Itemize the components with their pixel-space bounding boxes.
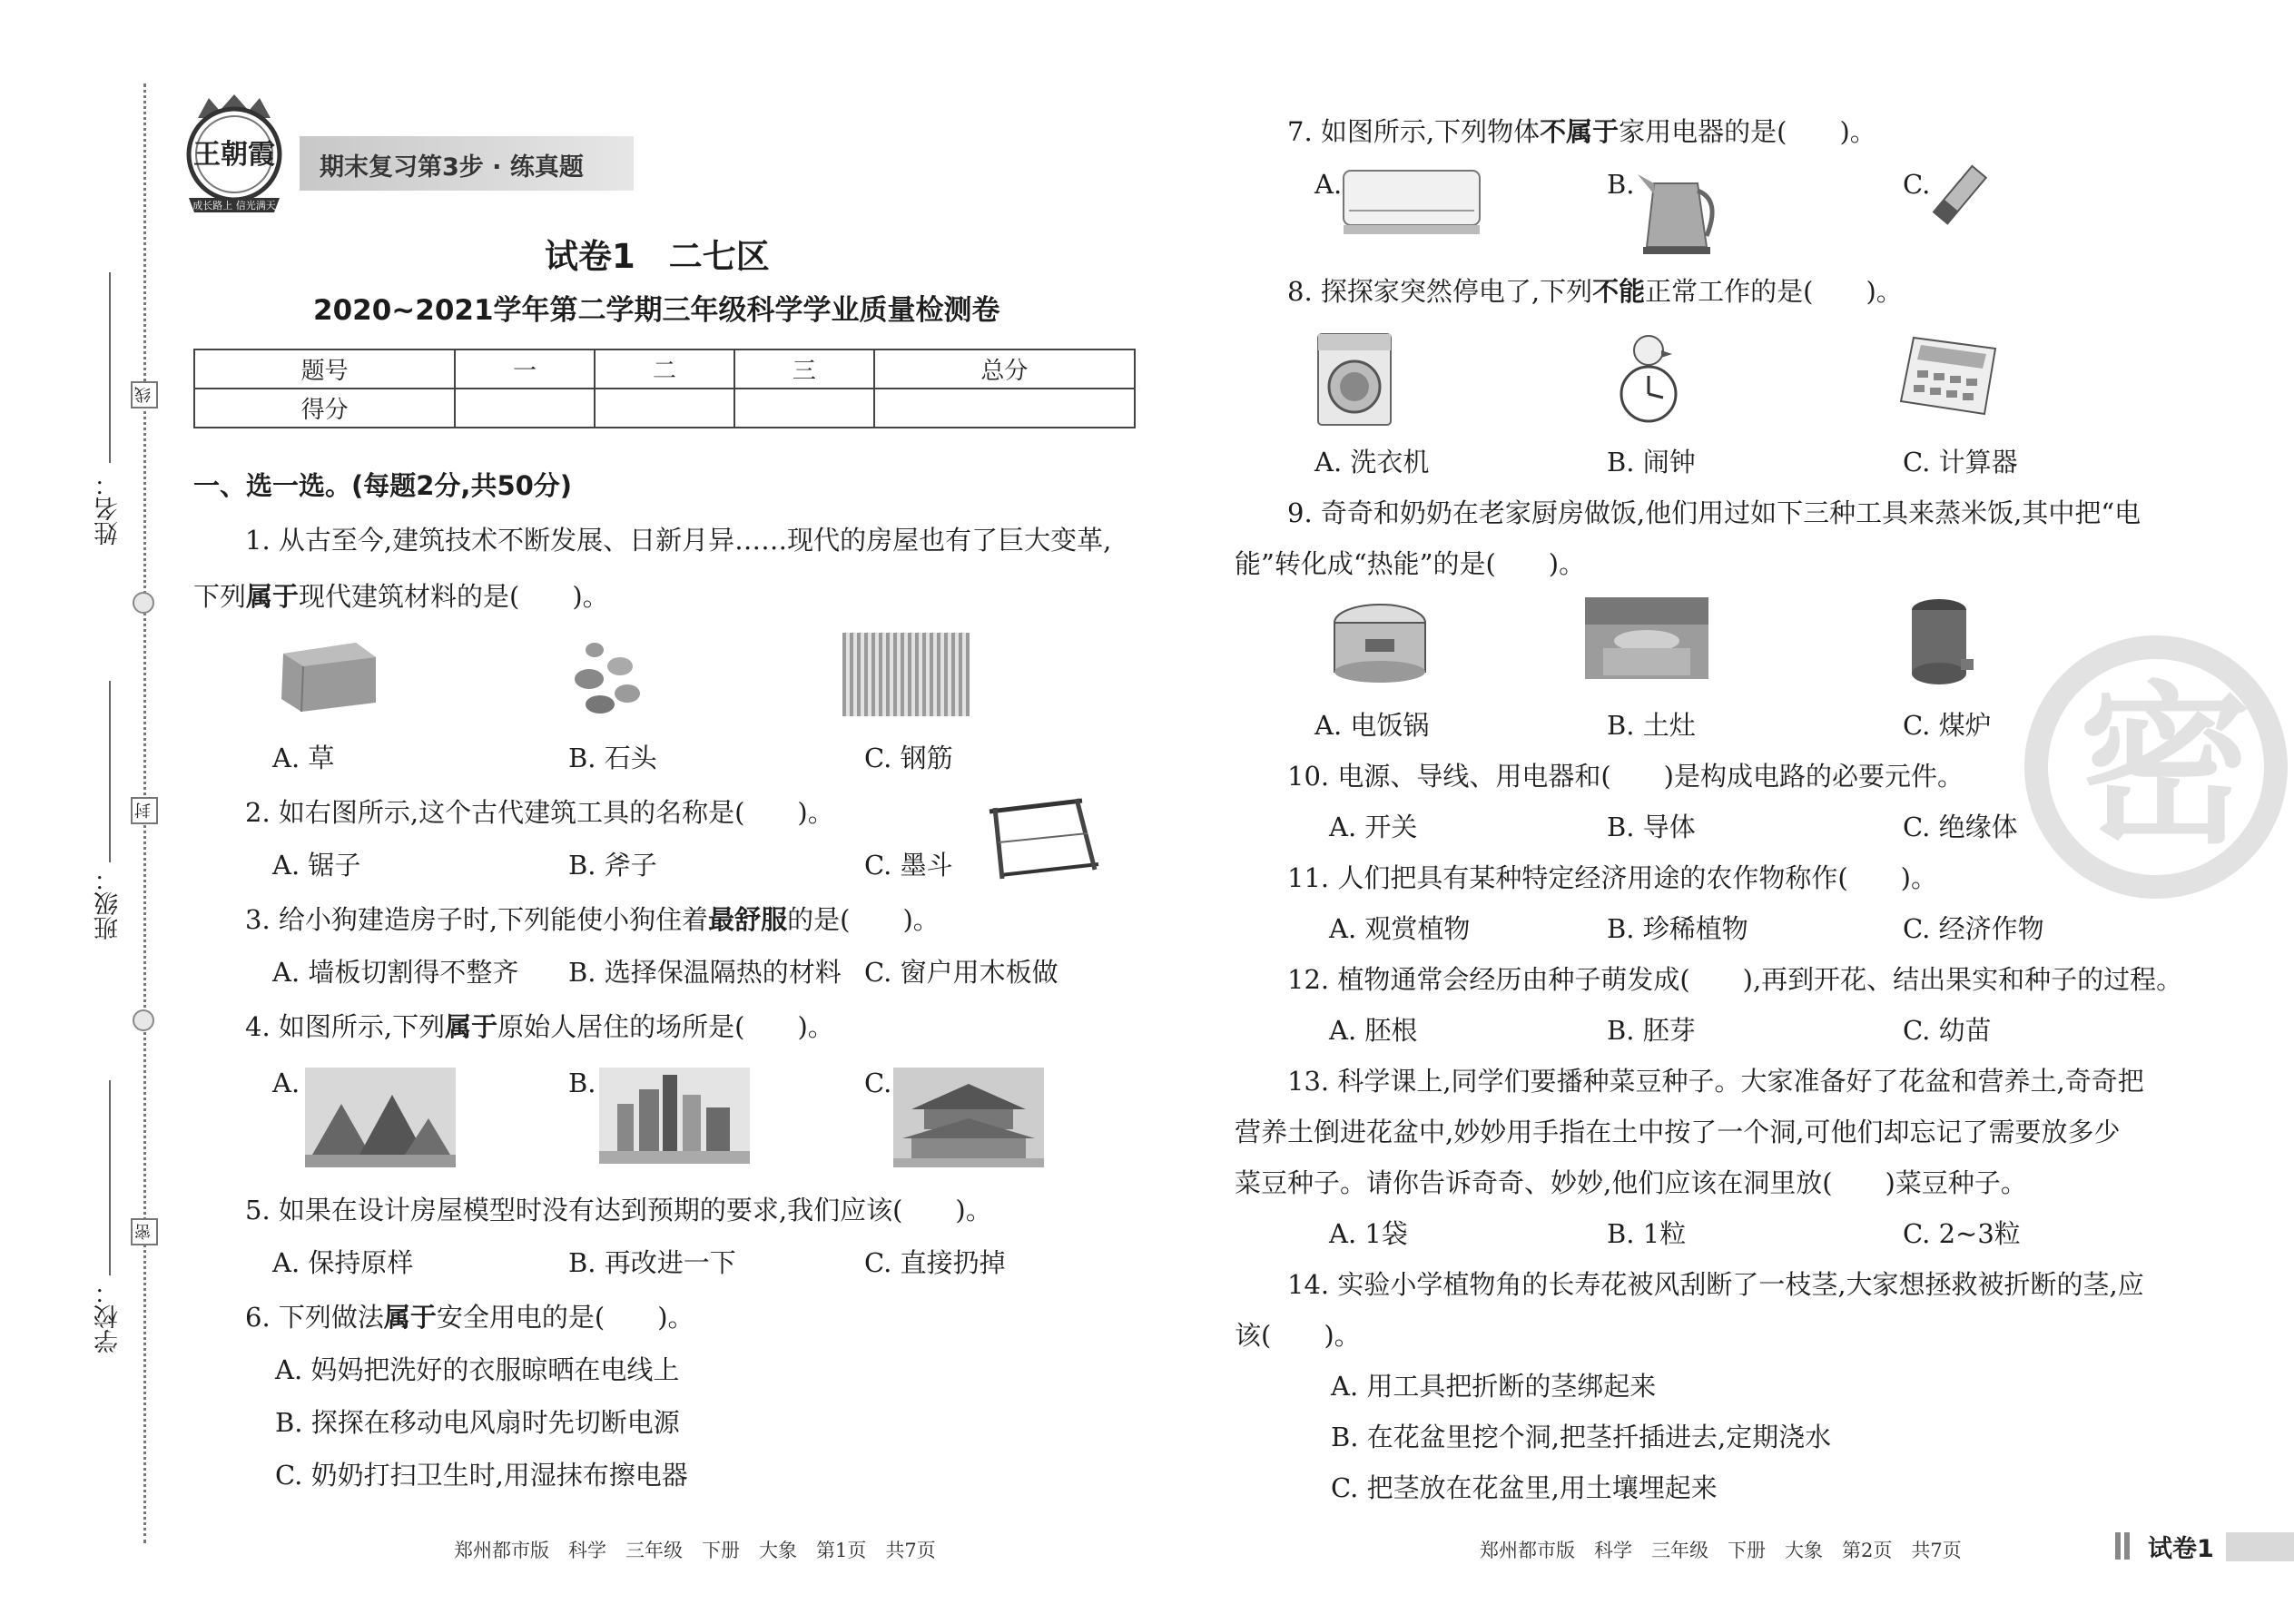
section-title: 一、选一选。(每题2分,共50分) (193, 470, 573, 501)
footer-tab-label: 试卷1 (2148, 1535, 2214, 1563)
q1-post: 现代建筑材料的是( )。 (299, 581, 609, 612)
class-label: 班级： (94, 867, 123, 940)
q13-line1: 13. 科学课上,同学们要播种菜豆种子。大家准备好了花盆和营养土,奇奇把 (1287, 1066, 2144, 1097)
seal-char-mi: 密 (131, 1218, 158, 1245)
q2-option-a[interactable]: A. 锯子 (272, 850, 361, 881)
q13-option-a[interactable]: A. 1袋 (1329, 1218, 1408, 1249)
class-blank[interactable] (109, 681, 111, 862)
q8-pre: 8. 探探家突然停电了,下列 (1287, 276, 1593, 307)
q12-option-a[interactable]: A. 胚根 (1329, 1015, 1418, 1046)
q1-option-b[interactable]: B. 石头 (568, 743, 657, 773)
score-cell[interactable] (595, 389, 734, 428)
q4-option-b[interactable]: B. (568, 1068, 596, 1098)
q4-post: 原始人居住的场所是( )。 (497, 1011, 834, 1042)
school-label: 学校： (94, 1280, 123, 1353)
q3-post: 的是( )。 (787, 904, 940, 935)
q9-line1: 9. 奇奇和奶奶在老家厨房做饭,他们用过如下三种工具来蒸米饭,其中把“电 (1287, 497, 2141, 528)
paper-title: 试卷1 二七区 (545, 237, 770, 276)
q6-option-c[interactable]: C. 奶奶打扫卫生时,用湿抹布擦电器 (275, 1460, 688, 1491)
q1-bold: 属于 (246, 581, 300, 612)
q9-option-c[interactable]: C. 煤炉 (1903, 710, 1992, 741)
q7 (1287, 116, 1876, 147)
saw-image (980, 795, 1108, 882)
q3-option-a[interactable]: A. 墙板切割得不整齐 (272, 957, 519, 988)
score-cell[interactable] (455, 389, 595, 428)
q7-option-b[interactable]: B. (1607, 169, 1635, 200)
q7-option-a[interactable]: A. (1314, 169, 1343, 200)
q1-line2 (193, 581, 609, 612)
q14-line1: 14. 实验小学植物角的长寿花被风刮断了一枝茎,大家想拯救被折断的茎,应 (1287, 1269, 2144, 1300)
rice-cooker-image (1329, 597, 1431, 688)
score-header-cell: 三 (734, 349, 874, 389)
q14-option-a[interactable]: A. 用工具把折断的茎绑起来 (1331, 1371, 1657, 1402)
q6-bold: 属于 (383, 1302, 437, 1333)
name-label: 姓名： (94, 472, 123, 546)
score-table-score-row (194, 389, 1135, 428)
thatched-hut-image (305, 1068, 456, 1167)
washing-machine-image (1314, 330, 1394, 428)
q8-option-c[interactable]: C. 计算器 (1903, 447, 2018, 477)
q8-bold: 不能 (1592, 276, 1646, 307)
q14-option-b[interactable]: B. 在花盆里挖个洞,把茎扦插进去,定期浇水 (1331, 1422, 1832, 1452)
q7-option-c[interactable]: C. (1903, 169, 1931, 200)
q3-option-c[interactable]: C. 窗户用木板做 (864, 957, 1058, 988)
binding-hole-icon (133, 592, 154, 614)
score-row-label: 得分 (194, 389, 455, 428)
q9-line2: 能”转化成“热能”的是( )。 (1235, 548, 1586, 579)
q1-option-a[interactable]: A. 草 (272, 743, 335, 773)
q12: 12. 植物通常会经历由种子萌发成( ),再到开花、结出果实和种子的过程。 (1287, 964, 2183, 995)
q3-pre: 3. 给小狗建造房子时,下列能使小狗住着 (245, 904, 709, 935)
kettle-image (1634, 163, 1725, 258)
q6-option-a[interactable]: A. 妈妈把洗好的衣服晾晒在电线上 (275, 1354, 680, 1385)
score-cell[interactable] (734, 389, 874, 428)
palace-image (893, 1068, 1044, 1167)
q8-option-a[interactable]: A. 洗衣机 (1314, 447, 1430, 477)
alarm-clock-image (1612, 330, 1687, 425)
q6-option-b[interactable]: B. 探探在移动电风扇时先切断电源 (275, 1407, 680, 1438)
q6-post: 安全用电的是( )。 (436, 1302, 694, 1333)
q3 (245, 904, 940, 935)
q12-option-b[interactable]: B. 胚芽 (1607, 1015, 1696, 1046)
seal-char-feng: 封 (131, 797, 158, 824)
q11-option-c[interactable]: C. 经济作物 (1903, 913, 2044, 944)
footer-tab-pattern (2115, 1532, 2133, 1560)
stones-image (567, 634, 649, 717)
binding-hole-icon (133, 1009, 154, 1031)
score-table-header-row (194, 349, 1135, 389)
calculator-image (1895, 330, 2004, 419)
q8-post: 正常工作的是( )。 (1645, 276, 1903, 307)
q3-option-b[interactable]: B. 选择保温隔热的材料 (568, 957, 842, 988)
q13-line3: 菜豆种子。请你告诉奇奇、妙妙,他们应该在洞里放( )菜豆种子。 (1235, 1167, 2027, 1198)
q6-pre: 6. 下列做法 (245, 1302, 384, 1333)
q10-option-c[interactable]: C. 绝缘体 (1903, 812, 2018, 842)
q1-line1: 1. 从古至今,建筑技术不断发展、日新月异……现代的房屋也有了巨大变革, (245, 525, 1112, 556)
q3-bold: 最舒服 (708, 904, 788, 935)
q11-option-b[interactable]: B. 珍稀植物 (1607, 913, 1748, 944)
watermark-char: 密 (2079, 666, 2252, 867)
q14-line2: 该( )。 (1235, 1320, 1361, 1351)
q8-option-b[interactable]: B. 闹钟 (1607, 447, 1696, 477)
q5-option-b[interactable]: B. 再改进一下 (568, 1247, 736, 1278)
footer-right: 郑州都市版 科学 三年级 下册 大象 第2页 共7页 (1480, 1540, 1962, 1561)
q5-option-a[interactable]: A. 保持原样 (272, 1247, 414, 1278)
score-header-cell: 总分 (874, 349, 1135, 389)
q13-option-b[interactable]: B. 1粒 (1607, 1218, 1687, 1249)
q13-option-c[interactable]: C. 2~3粒 (1903, 1218, 2021, 1249)
q11: 11. 人们把具有某种特定经济用途的农作物称作( )。 (1287, 862, 1937, 893)
score-header-cell: 一 (455, 349, 595, 389)
seal-char-xian: 线 (131, 381, 158, 408)
q2-option-c[interactable]: C. 墨斗 (864, 850, 953, 881)
score-header-cell: 二 (595, 349, 734, 389)
name-blank[interactable] (109, 272, 111, 463)
q4 (245, 1011, 834, 1042)
score-cell[interactable] (874, 389, 1135, 428)
q13-line2: 营养土倒进花盆中,妙妙用手指在土中按了一个洞,可他们却忘记了需要放多少 (1235, 1117, 2121, 1147)
q1-option-c[interactable]: C. 钢筋 (864, 743, 953, 773)
q4-pre: 4. 如图所示,下列 (245, 1011, 446, 1042)
q6 (245, 1302, 694, 1333)
q5-option-c[interactable]: C. 直接扔掉 (864, 1247, 1006, 1278)
score-table (193, 349, 1136, 428)
score-header-cell: 题号 (194, 349, 455, 389)
q7-pre: 7. 如图所示,下列物体 (1287, 116, 1541, 147)
q14-option-c[interactable]: C. 把茎放在花盆里,用土壤埋起来 (1331, 1472, 1718, 1503)
hay-bale-image (274, 635, 381, 715)
publisher-logo (180, 91, 289, 218)
q4-bold: 属于 (445, 1011, 498, 1042)
footer-tab-bar (2226, 1532, 2294, 1561)
coal-stove-image (1905, 594, 1975, 690)
q9-option-a[interactable]: A. 电饭锅 (1314, 710, 1430, 741)
q7-post: 家用电器的是( )。 (1619, 116, 1876, 147)
banner-text: 期末复习第3步 · 练真题 (320, 153, 584, 182)
q11-option-a[interactable]: A. 观赏植物 (1329, 913, 1471, 944)
steel-bars-image (842, 633, 970, 716)
q2: 2. 如右图所示,这个古代建筑工具的名称是( )。 (245, 797, 834, 828)
q10-option-a[interactable]: A. 开关 (1329, 812, 1418, 842)
q2-option-b[interactable]: B. 斧子 (568, 850, 657, 881)
q8 (1287, 276, 1903, 307)
q5: 5. 如果在设计房屋模型时没有达到预期的要求,我们应该( )。 (245, 1195, 992, 1225)
q7-bold: 不属于 (1540, 116, 1620, 147)
skyscrapers-image (599, 1068, 750, 1164)
q4-option-c[interactable]: C. (864, 1068, 892, 1098)
footer-left: 郑州都市版 科学 三年级 下册 大象 第1页 共7页 (454, 1540, 936, 1561)
q9-option-b[interactable]: B. 土灶 (1607, 710, 1696, 741)
q10-option-b[interactable]: B. 导体 (1607, 812, 1696, 842)
clay-stove-image (1585, 597, 1708, 679)
q1-pre: 下列 (193, 581, 247, 612)
q10: 10. 电源、导线、用电器和( )是构成电路的必要元件。 (1287, 761, 1964, 792)
school-blank[interactable] (109, 1080, 111, 1275)
logo-ribbon: 成长路上 信光满天 (192, 200, 276, 212)
exam-title: 2020~2021学年第二学期三年级科学学业质量检测卷 (313, 294, 1000, 327)
air-conditioner-image (1340, 165, 1485, 240)
logo-text: 王朝霞 (193, 139, 275, 171)
battery-image (1928, 163, 1992, 229)
q4-option-a[interactable]: A. (272, 1068, 300, 1098)
q12-option-c[interactable]: C. 幼苗 (1903, 1015, 1992, 1046)
